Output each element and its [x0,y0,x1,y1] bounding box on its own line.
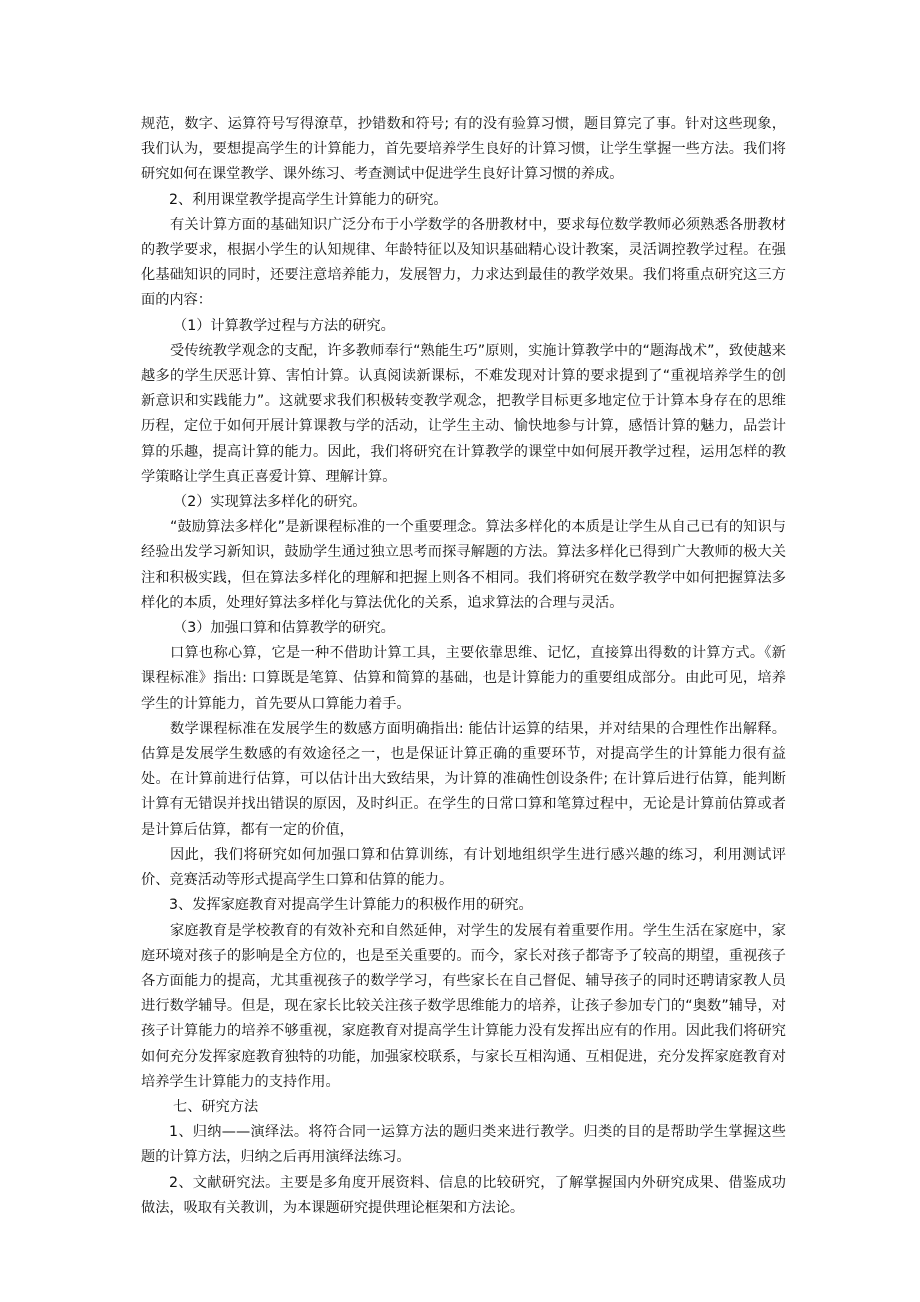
paragraph-classroom-intro: 有关计算方面的基础知识广泛分布于小学数学的各册教材中，要求每位数学教师必须熟悉各册教材的教学要求，根据小学生的认知规律、年龄特征以及知识基础精心设计教案，灵活调控教学过程。在强化基础知识的同时，还要注意培养能力，发展智力，力求达到最佳的教学效果。我们将重点研究这三方面的内容： [141,216,786,309]
document-page [141,112,786,1221]
paragraph-training-plan: 因此，我们将研究如何加强口算和估算训练，有计划地组织学生进行感兴趣的练习，利用测试评价、竞赛活动等形式提高学生口算和估算的能力。 [141,846,786,889]
subheading-process-method: （1）计算教学过程与方法的研究。 [173,317,395,334]
paragraph-habits-continued: 规范，数字、运算符号写得潦草，抄错数和符号; 有的没有验算习惯，题目算完了事。针对这些现象，我们认为，要想提高学生的计算能力，首先要培养学生良好的计算习惯，让学生掌握一些方法。我们将研究如何在课堂教学、课外练习、考查测试中促进学生良好计算习惯的养成。 [141,116,786,183]
subheading-algorithm-diversity: （2）实现算法多样化的研究。 [173,494,367,511]
section-heading-family: 3、发挥家庭教育对提高学生计算能力的积极作用的研究。 [169,897,533,914]
paragraph-estimation: 数学课程标准在发展学生的数感方面明确指出: 能估计运算的结果，并对结果的合理性作出解释。估算是发展学生数感的有效途径之一，也是保证计算正确的重要环节，对提高学生的计算能力很有益处。在计算前进行估算，可以估计出大致结果，为计算的准确性创设条件; 在计算后进行估算，能判断计算有无错误并找出错误的原因，及时纠正。在学生的日常口算和笔算过程中，无论是计算前估算或者是计算后估算，都有一定的价值， [141,720,786,838]
paragraph-mental-arithmetic: 口算也称心算，它是一种不借助计算工具，主要依靠思维、记忆，直接算出得数的计算方式。《新课程标准》指出: 口算既是笔算、估算和简算的基础，也是计算能力的重要组成部分。由此可见，培养学生的计算能力，首先要从口算能力着手。 [141,645,786,712]
paragraph-family-education: 家庭教育是学校教育的有效补充和自然延伸，对学生的发展有着重要作用。学生生活在家庭中，家庭环境对孩子的影响是全方位的，也是至关重要的。而今，家长对孩子都寄予了较高的期望，重视孩子各方面能力的提高，尤其重视孩子的数学学习，有些家长在自己督促、辅导孩子的同时还聘请家教人员进行数学辅导。但是，现在家长比较关注孩子数学思维能力的培养，让孩子参加专门的“奥数”辅导，对孩子计算能力的培养不够重视，家庭教育对提高学生计算能力没有发挥出应有的作用。因此我们将研究如何充分发挥家庭教育独特的功能，加强家校联系，与家长互相沟通、互相促进，充分发挥家庭教育对培养学生计算能力的支持作用。 [141,922,786,1090]
section-heading-classroom: 2、利用课堂教学提高学生计算能力的研究。 [169,191,448,208]
paragraph-algorithm-diversity: “鼓励算法多样化”是新课程标准的一个重要理念。算法多样化的本质是让学生从自己已有的知识与经验出发学习新知识，鼓励学生通过独立思考而探寻解题的方法。算法多样化已得到广大教师的极大关注和积极实践，但在算法多样化的理解和把握上则各不相同。我们将研究在数学教学中如何把握算法多样化的本质，处理好算法多样化与算法优化的关系，追求算法的合理与灵活。 [141,519,786,611]
subheading-mental-estimation: （3）加强口算和估算教学的研究。 [173,620,395,637]
paragraph-process-method: 受传统教学观念的支配，许多教师奉行“熟能生巧”原则，实施计算教学中的“题海战术”，致使越来越多的学生厌恶计算、害怕计算。认真阅读新课标，不难发现对计算的要求提到了“重视培养学生的创新意识和实践能力”。这就要求我们积极转变教学观念，把教学目标更多地定位于计算本身存在的思维历程，定位于如何开展计算课教与学的活动，让学生主动、愉快地参与计算，感悟计算的魅力，品尝计算的乐趣，提高计算的能力。因此，我们将研究在计算教学的课堂中如何展开教学过程，运用怎样的教学策略让学生真正喜爱计算、理解计算。 [141,342,786,485]
method-induction-deduction: 1、归纳——演绎法。将符合同一运算方法的题归类来进行教学。归类的目的是帮助学生掌握这些题的计算方法，归纳之后再用演绎法练习。 [141,1124,786,1166]
section-heading-research-methods: 七、研究方法 [173,1098,259,1115]
method-literature-research: 2、文献研究法。主要是多角度开展资料、信息的比较研究，了解掌握国内外研究成果、借鉴成功做法，吸取有关教训，为本课题研究提供理论框架和方法论。 [141,1174,786,1216]
